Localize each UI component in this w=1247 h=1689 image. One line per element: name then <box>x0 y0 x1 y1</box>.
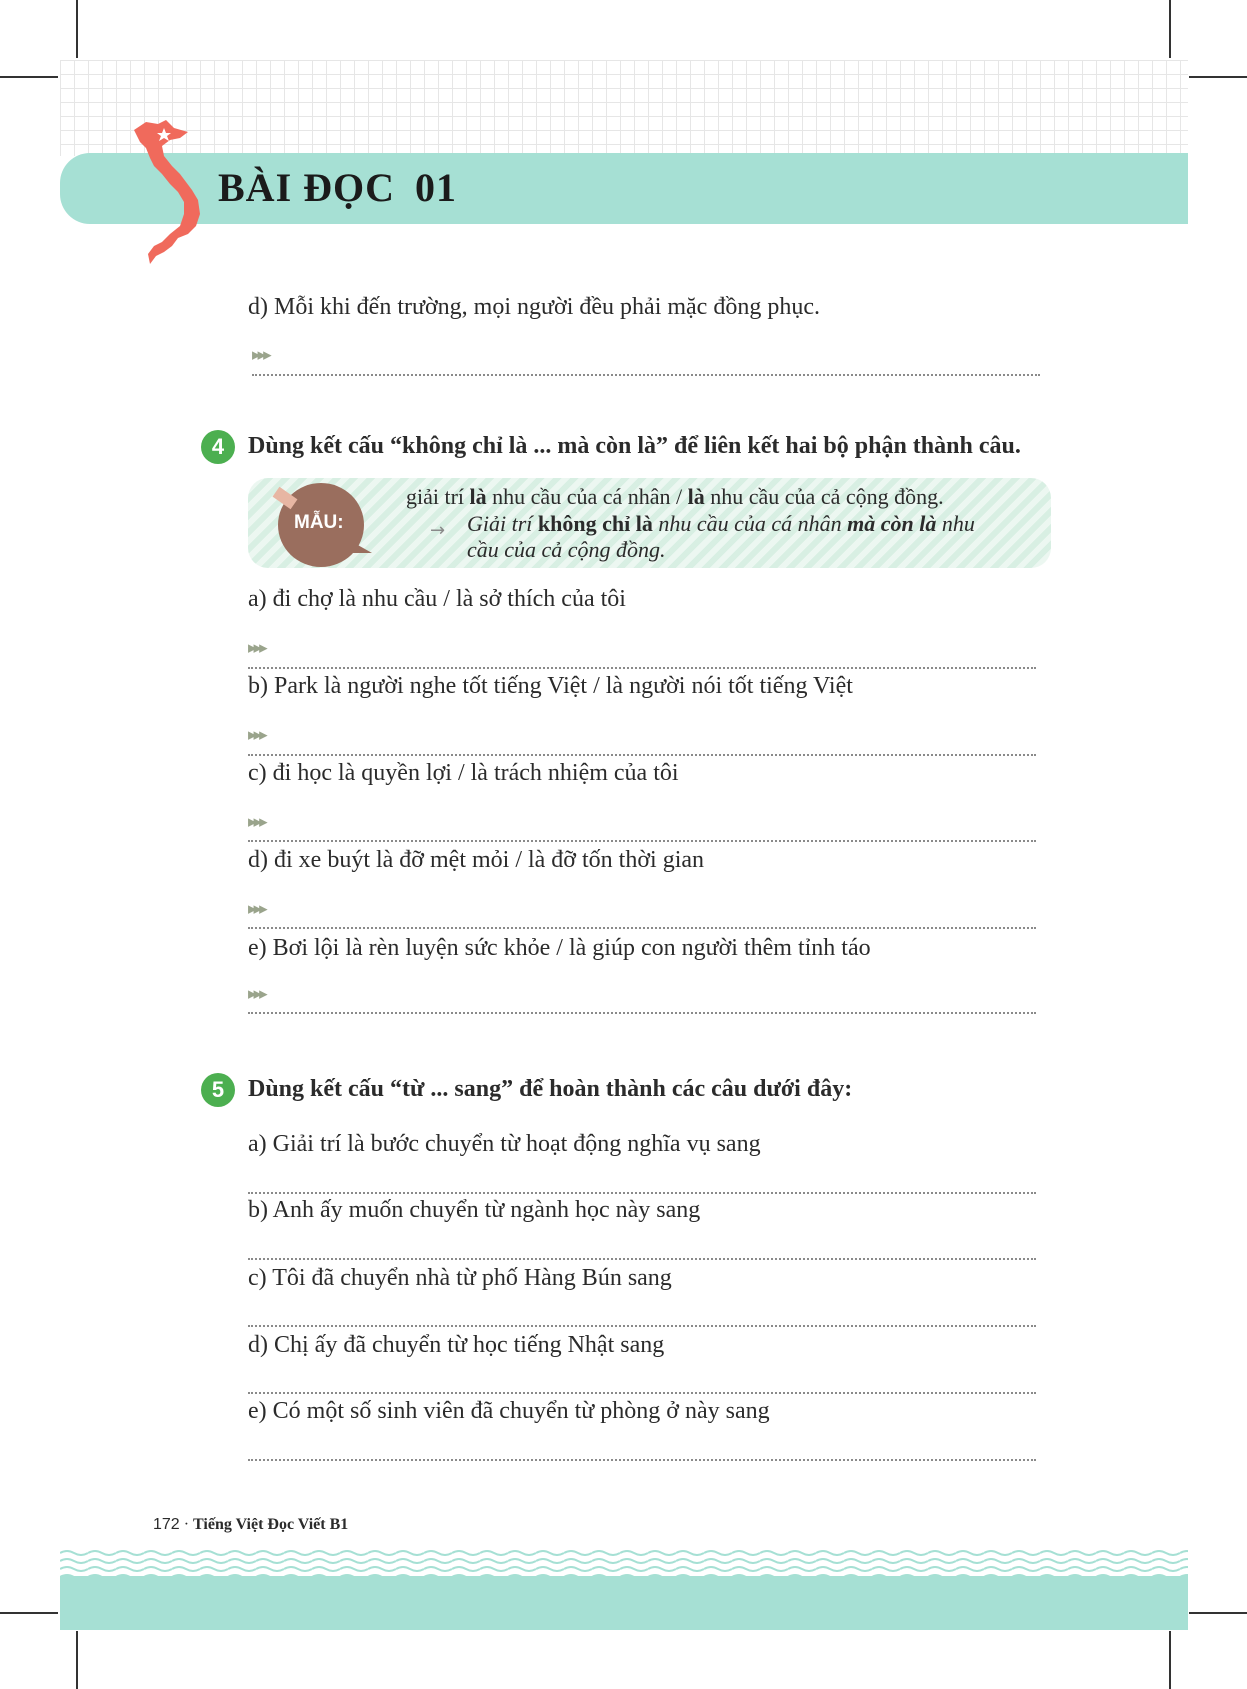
exercise-item: a) Giải trí là bước chuyển từ hoạt động nghĩa vụ sang <box>248 1131 761 1157</box>
question-number-badge: 4 <box>201 430 235 464</box>
sample-text-part: nhu <box>936 511 975 536</box>
answer-line[interactable] <box>248 1258 1036 1260</box>
sample-text-part: giải trí <box>406 484 470 509</box>
exercise-item: c) đi học là quyền lợi / là trách nhiệm của tôi <box>248 760 679 786</box>
exercise-item: d) đi xe buýt là đỡ mệt mỏi / là đỡ tốn thời gian <box>248 847 705 873</box>
crop-mark <box>0 1612 58 1614</box>
answer-line[interactable] <box>248 1325 1036 1327</box>
sample-text-part: Giải trí <box>467 511 538 536</box>
exercise-item: a) đi chợ là nhu cầu / là sở thích của tôi <box>248 586 626 612</box>
answer-line[interactable] <box>248 840 1036 842</box>
sample-keyword: không chỉ là <box>537 511 653 536</box>
answer-marker-icon: ▸▸▸ <box>252 345 269 365</box>
sample-prompt <box>406 484 944 510</box>
crop-mark <box>76 0 78 58</box>
question-title: Dùng kết cấu “không chỉ là ... mà còn là” để liên kết hai bộ phận thành câu. <box>248 433 1021 459</box>
answer-marker-icon: ▸▸▸ <box>248 725 265 745</box>
book-title: Tiếng Việt Đọc Viết B1 <box>193 1516 349 1533</box>
answer-line[interactable] <box>248 1192 1036 1194</box>
sample-tag: MẪU: <box>294 512 344 533</box>
answer-marker-icon: ▸▸▸ <box>248 638 265 658</box>
sample-text-part: nhu cầu của cá nhân <box>652 511 848 536</box>
sample-bubble-tail <box>340 535 372 553</box>
answer-marker-icon: ▸▸▸ <box>248 899 265 919</box>
footer-band <box>60 1576 1188 1630</box>
sample-answer <box>467 511 975 537</box>
exercise-item: e) Bơi lội là rèn luyện sức khỏe / là giúp con người thêm tỉnh táo <box>248 935 871 961</box>
answer-marker-icon: ▸▸▸ <box>248 984 265 1004</box>
sample-keyword: mà còn là <box>847 511 937 536</box>
sample-text-part: nhu cầu của cá nhân / <box>486 484 688 509</box>
page-title-number: 01 <box>415 165 458 210</box>
question-title: Dùng kết cấu “từ ... sang” để hoàn thành các câu dưới đây: <box>248 1076 853 1102</box>
exercise-item: d) Chị ấy đã chuyển từ học tiếng Nhật sang <box>248 1332 665 1358</box>
sample-text-part: nhu cầu của cả cộng đồng. <box>704 484 944 509</box>
sample-answer-continued: cầu của cả cộng đồng. <box>467 537 666 562</box>
footer-separator: · <box>179 1516 194 1533</box>
page-title-text: BÀI ĐỌC <box>218 165 396 210</box>
answer-line[interactable] <box>252 374 1040 376</box>
page-footer <box>153 1516 348 1534</box>
arrow-right-icon: → <box>430 520 446 541</box>
answer-line[interactable] <box>248 754 1036 756</box>
sample-keyword: là <box>687 484 705 509</box>
exercise-item: d) Mỗi khi đến trường, mọi người đều phải mặc đồng phục. <box>248 294 820 320</box>
crop-mark <box>1169 0 1171 58</box>
crop-mark <box>1189 1612 1247 1614</box>
answer-line[interactable] <box>248 1392 1036 1394</box>
sample-keyword: là <box>469 484 487 509</box>
answer-line[interactable] <box>248 667 1036 669</box>
answer-line[interactable] <box>248 1459 1036 1461</box>
crop-mark <box>1169 1631 1171 1689</box>
footer-wave-decoration <box>60 1548 1188 1578</box>
vietnam-map-icon <box>128 118 204 266</box>
question-number-badge: 5 <box>201 1073 235 1107</box>
exercise-item: b) Anh ấy muốn chuyển từ ngành học này sang <box>248 1197 701 1223</box>
exercise-item: e) Có một số sinh viên đã chuyển từ phòng ở này sang <box>248 1398 770 1424</box>
answer-line[interactable] <box>248 1012 1036 1014</box>
page-title <box>218 164 457 211</box>
header-grid-background <box>60 60 1188 156</box>
exercise-item: b) Park là người nghe tốt tiếng Việt / là người nói tốt tiếng Việt <box>248 673 853 699</box>
crop-mark <box>1189 76 1247 78</box>
page-number: 172 <box>153 1516 180 1533</box>
crop-mark <box>76 1631 78 1689</box>
crop-mark <box>0 76 58 78</box>
answer-line[interactable] <box>248 927 1036 929</box>
answer-marker-icon: ▸▸▸ <box>248 812 265 832</box>
exercise-item: c) Tôi đã chuyển nhà từ phố Hàng Bún sang <box>248 1265 672 1291</box>
